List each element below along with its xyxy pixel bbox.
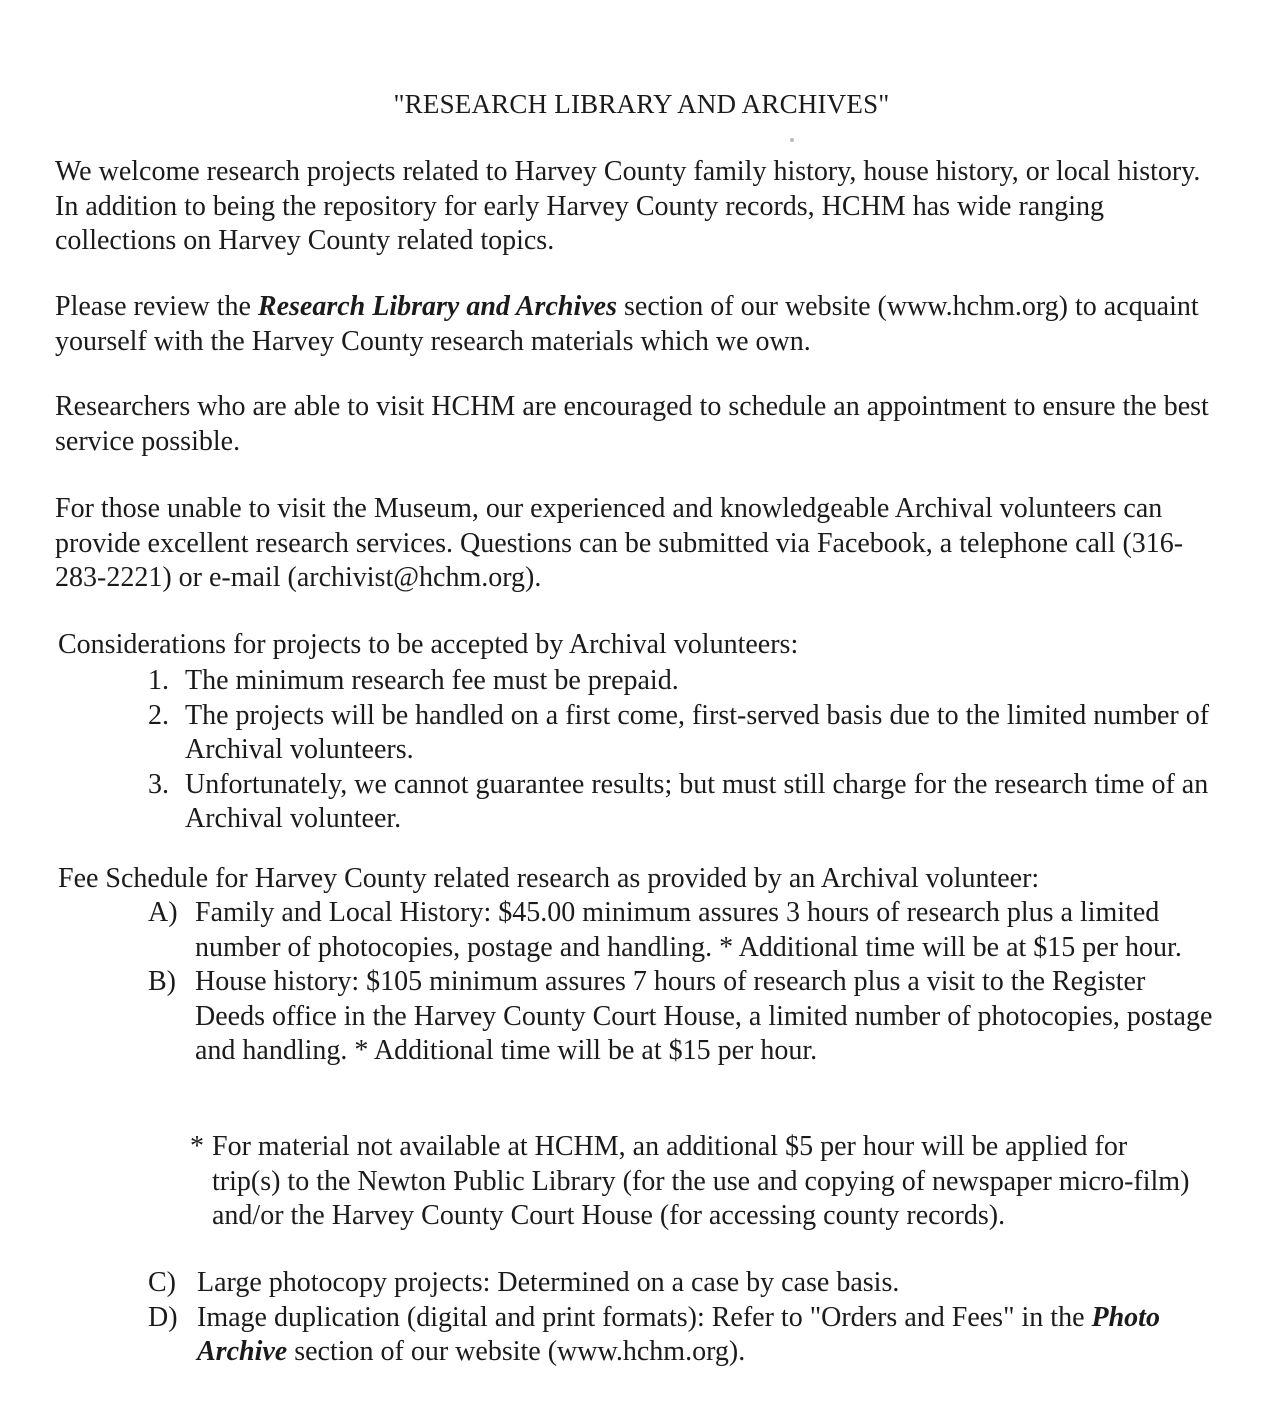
footnote-asterisk: * bbox=[190, 1131, 204, 1162]
list-item-text: Unfortunately, we cannot guarantee results; but must still charge for the research time of an Archival volunteer. bbox=[185, 768, 1209, 834]
image-duplication-text-before: Image duplication (digital and print formats): Refer to "Orders and Fees" in the bbox=[197, 1301, 1092, 1333]
footnote-text: For material not available at HCHM, an additional $5 per hour will be applied for trip(s) to the Newton Public Library (for the use and copying of newspaper micro-film) and/or the Harvey County Court House (for accessing county records). bbox=[212, 1131, 1190, 1231]
list-item bbox=[148, 664, 1213, 699]
list-item-text: Family and Local History: $45.00 minimum assures 3 hours of research plus a limited number of photocopies, postage and handling. * Additional time will be at $15 per hour. bbox=[195, 897, 1182, 963]
photo-archive-emphasis: Photo Archive bbox=[197, 1301, 1160, 1367]
list-item-marker: 2. bbox=[148, 699, 169, 731]
intro-paragraph: We welcome research projects related to Harvey County family history, house history, or local history. In addition to being the repository for early Harvey County records, HCHM has wide ranging collections on Harvey County related topics. bbox=[55, 156, 1201, 256]
fee-schedule-list bbox=[148, 896, 1213, 1069]
list-item-text: The minimum research fee must be prepaid. bbox=[185, 665, 679, 696]
list-item bbox=[148, 896, 1213, 965]
fee-schedule-heading: Fee Schedule for Harvey County related research as provided by an Archival volunteer: bbox=[58, 863, 1040, 894]
fee-footnote bbox=[190, 1130, 1190, 1234]
page-title: "RESEARCH LIBRARY AND ARCHIVES" bbox=[393, 89, 890, 119]
list-item-marker: 3. bbox=[148, 768, 169, 800]
list-item bbox=[148, 699, 1213, 768]
fee-schedule-list-continued bbox=[148, 1266, 1213, 1370]
list-item-marker: A) bbox=[148, 897, 178, 928]
list-item-marker: C) bbox=[148, 1267, 176, 1298]
remote-services-paragraph: For those unable to visit the Museum, our experienced and knowledgeable Archival volunteers can provide excellent research services. Questions can be submitted via Facebook, a telephone call (316-283-2221) or e-mail (archivist@hchm.org). bbox=[55, 493, 1184, 593]
considerations-list bbox=[148, 664, 1213, 837]
image-duplication-text-after: section of our website (www.hchm.org). bbox=[287, 1336, 746, 1367]
list-item bbox=[148, 1301, 1213, 1370]
visit-paragraph: Researchers who are able to visit HCHM are encouraged to schedule an appointment to ensure the best service possible. bbox=[55, 391, 1209, 457]
review-text-before: Please review the bbox=[55, 291, 258, 322]
list-item-marker: 1. bbox=[148, 665, 169, 696]
research-library-emphasis: Research Library and Archives bbox=[257, 291, 617, 322]
list-item bbox=[148, 768, 1213, 837]
list-item-text: House history: $105 minimum assures 7 hours of research plus a visit to the Register Deeds office in the Harvey County Court House, a limited number of photocopies, postage and handling. * Additional time will be at $15 per hour. bbox=[195, 966, 1213, 1066]
list-item bbox=[148, 965, 1213, 1069]
list-item-marker: B) bbox=[148, 966, 176, 997]
review-text-after: section of our website (www.hchm.org) to acquaint yourself with the Harvey County research materials which we own. bbox=[55, 291, 1199, 357]
review-paragraph bbox=[55, 290, 1215, 359]
list-item-text: Large photocopy projects: Determined on a case by case basis. bbox=[197, 1267, 900, 1298]
scan-speck bbox=[790, 138, 794, 142]
list-item-text bbox=[197, 1301, 1213, 1370]
list-item bbox=[148, 1266, 1213, 1301]
list-item-marker: D) bbox=[148, 1301, 178, 1333]
considerations-heading: Considerations for projects to be accepted by Archival volunteers: bbox=[58, 629, 799, 660]
list-item-text: The projects will be handled on a first come, first-served basis due to the limited number of Archival volunteers. bbox=[185, 699, 1210, 765]
